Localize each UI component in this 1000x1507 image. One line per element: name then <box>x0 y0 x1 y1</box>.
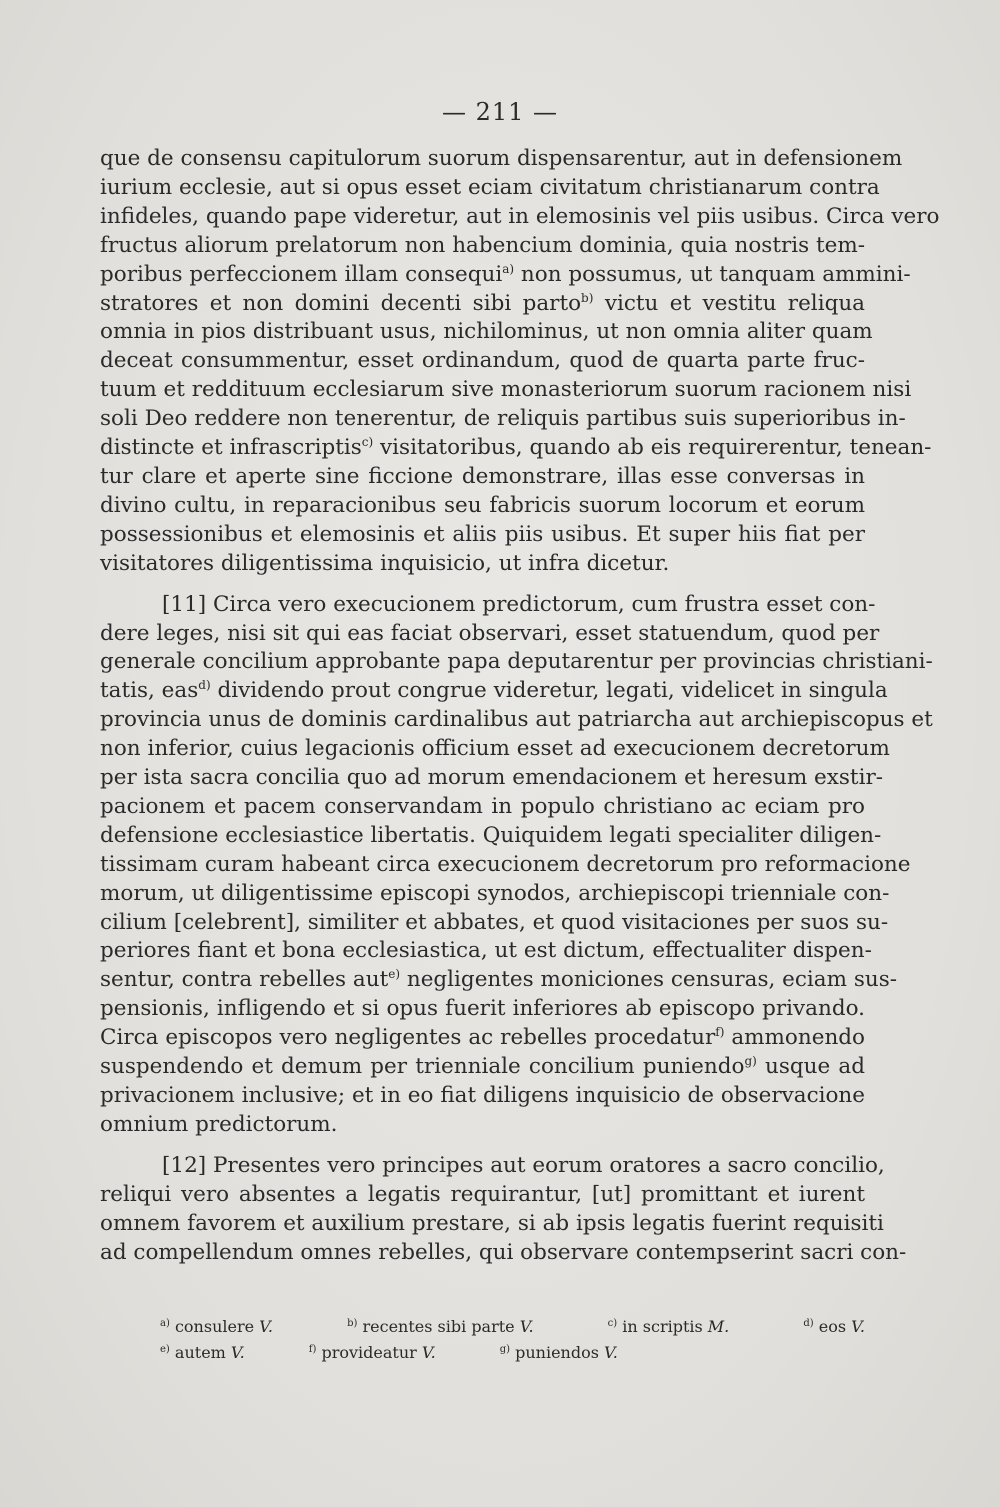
text-line: non inferior, cuius legacionis officium esset ad execucionem decretorum <box>100 736 890 762</box>
footnote-reference: b) <box>581 290 594 305</box>
text-line: omnium predictorum. <box>100 1111 338 1137</box>
text-line: sentur, contra rebelles aut$^{e)}$ negligentes moniciones censuras, eciam sus- <box>100 967 898 993</box>
manuscript-siglum: V. <box>259 1317 274 1336</box>
footnote-mark: f) <box>308 1344 317 1355</box>
footnote-reference: a) <box>502 261 515 276</box>
body-text <box>100 145 940 1267</box>
footnote-mark: b) <box>347 1318 358 1329</box>
footnote-reference: g) <box>744 1054 757 1069</box>
footnote: $^{e)}$ autem V. <box>160 1343 245 1362</box>
footnote: $^{a)}$ consulere V. <box>160 1317 274 1336</box>
paragraph <box>100 1152 907 1268</box>
paragraph <box>100 591 933 1140</box>
footnote: $^{d)}$ eos V. <box>803 1317 865 1336</box>
footnote: $^{c)}$ in scriptis M. <box>607 1317 730 1336</box>
text-line: tuum et reddituum ecclesiarum sive monasteriorum suorum racionem nisi <box>100 377 912 403</box>
text-line: tur clare et aperte sine ficcione demonstrare, illas esse conversas in <box>100 463 865 489</box>
manuscript-siglum: V. <box>604 1343 618 1362</box>
footnote-reference: c) <box>361 435 374 450</box>
text-line: dere leges, nisi sit qui eas faciat observari, esset statuendum, quod per <box>100 620 880 646</box>
text-line: divino cultu, in reparacionibus seu fabricis suorum locorum et eorum <box>100 492 865 518</box>
text-line: que de consensu capitulorum suorum dispensarentur, aut in defensionem <box>100 146 903 171</box>
paragraph-gap <box>100 579 865 591</box>
footnote-mark: g) <box>499 1344 511 1355</box>
text-line: tissimam curam habeant circa execucionem decretorum pro reformacione <box>100 851 911 877</box>
footnotes <box>160 1314 865 1366</box>
manuscript-siglum: V. <box>851 1317 865 1336</box>
text-line: per ista sacra concilia quo ad morum emendacionem et heresum exstir- <box>100 765 883 791</box>
text-line: privacionem inclusive; et in eo fiat diligens inquisicio de observacione <box>100 1083 865 1108</box>
footnote-mark: e) <box>160 1344 170 1355</box>
text-line: [11] Circa vero execucionem predictorum, cum frustra esset con- <box>162 591 876 617</box>
manuscript-siglum: V. <box>230 1343 245 1362</box>
text-line: iurium ecclesie, aut si opus esset eciam civitatum christianarum contra <box>100 174 880 200</box>
footnote-row <box>160 1314 865 1340</box>
text-line: reliqui vero absentes a legatis requirantur, [ut] promittant et iurent <box>100 1181 865 1207</box>
footnote-mark: d) <box>803 1318 814 1329</box>
text-line: [12] Presentes vero principes aut eorum oratores a sacro concilio, <box>162 1152 885 1178</box>
text-line: deceat consummentur, esset ordinandum, quod de quarta parte fruc- <box>100 348 865 374</box>
text-line: tatis, eas$^{d)}$ dividendo prout congrue videretur, legati, videlicet in singula <box>100 678 888 704</box>
text-line: soli Deo reddere non tenerentur, de reliquis partibus suis superioribus in- <box>100 406 906 432</box>
footnote: $^{g)}$ puniendos V. <box>499 1343 618 1362</box>
manuscript-siglum: V. <box>519 1317 534 1336</box>
footnote-mark: a) <box>160 1318 170 1329</box>
text-line: possessionibus et elemosinis et aliis piis usibus. Et super hiis fiat per <box>100 521 865 547</box>
text-line: omnem favorem et auxilium prestare, si ab ipsis legatis fuerint requisiti <box>100 1210 884 1236</box>
text-line: fructus aliorum prelatorum non habencium dominia, quia nostris tem- <box>100 232 866 258</box>
text-line: poribus perfeccionem illam consequi$^{a)}$ non possumus, ut tanquam ammini- <box>100 261 911 287</box>
manuscript-siglum: V. <box>421 1343 436 1362</box>
footnote-reference: f) <box>715 1025 725 1040</box>
paragraph-gap <box>100 1140 865 1152</box>
footnote: $^{b)}$ recentes sibi parte V. <box>347 1317 534 1336</box>
manuscript-siglum: M. <box>707 1317 730 1336</box>
page-number-header: — 211 — <box>441 98 559 126</box>
text-line: infideles, quando pape videretur, aut in elemosinis vel piis usibus. Circa vero <box>100 203 940 229</box>
text-line: ad compellendum omnes rebelles, qui observare contempserint sacri con- <box>100 1239 907 1265</box>
text-line: pensionis, infligendo et si opus fuerit inferiores ab episcopo privando. <box>100 996 865 1022</box>
text-line: Circa episcopos vero negligentes ac rebelles procedatur$^{f)}$ ammonendo <box>100 1025 866 1051</box>
footnote-mark: c) <box>607 1318 618 1329</box>
text-line: provincia unus de dominis cardinalibus aut patriarcha aut archiepiscopus et <box>100 707 933 733</box>
footnote: $^{f)}$ provideatur V. <box>308 1343 436 1362</box>
paragraph <box>100 145 940 579</box>
text-line: morum, ut diligentissime episcopi synodos, archiepiscopi trienniale con- <box>100 880 890 906</box>
text-line: visitatores diligentissima inquisicio, ut infra dicetur. <box>100 550 670 576</box>
text-line: generale concilium approbante papa deputarentur per provincias christiani- <box>100 649 933 675</box>
footnote-row <box>160 1340 865 1366</box>
text-line: suspendendo et demum per trienniale concilium puniendo$^{g)}$ usque ad <box>100 1054 865 1080</box>
text-line: cilium [celebrent], similiter et abbates, et quod visitaciones per suos su- <box>100 909 889 935</box>
text-line: omnia in pios distribuant usus, nichilominus, ut non omnia aliter quam <box>100 319 873 345</box>
text-line: pacionem et pacem conservandam in populo christiano ac eciam pro <box>100 793 865 819</box>
text-line: stratores et non domini decenti sibi parto$^{b)}$ victu et vestitu reliqua <box>100 290 865 316</box>
text-line: periores fiant et bona ecclesiastica, ut est dictum, effectualiter dispen- <box>100 938 872 964</box>
footnote-reference: d) <box>198 678 211 693</box>
text-line: defensione ecclesiastice libertatis. Quiquidem legati specialiter diligen- <box>100 822 882 848</box>
footnote-reference: e) <box>388 967 401 982</box>
text-line: distincte et infrascriptis$^{c)}$ visitatoribus, quando ab eis requirerentur, tenean- <box>100 435 932 461</box>
